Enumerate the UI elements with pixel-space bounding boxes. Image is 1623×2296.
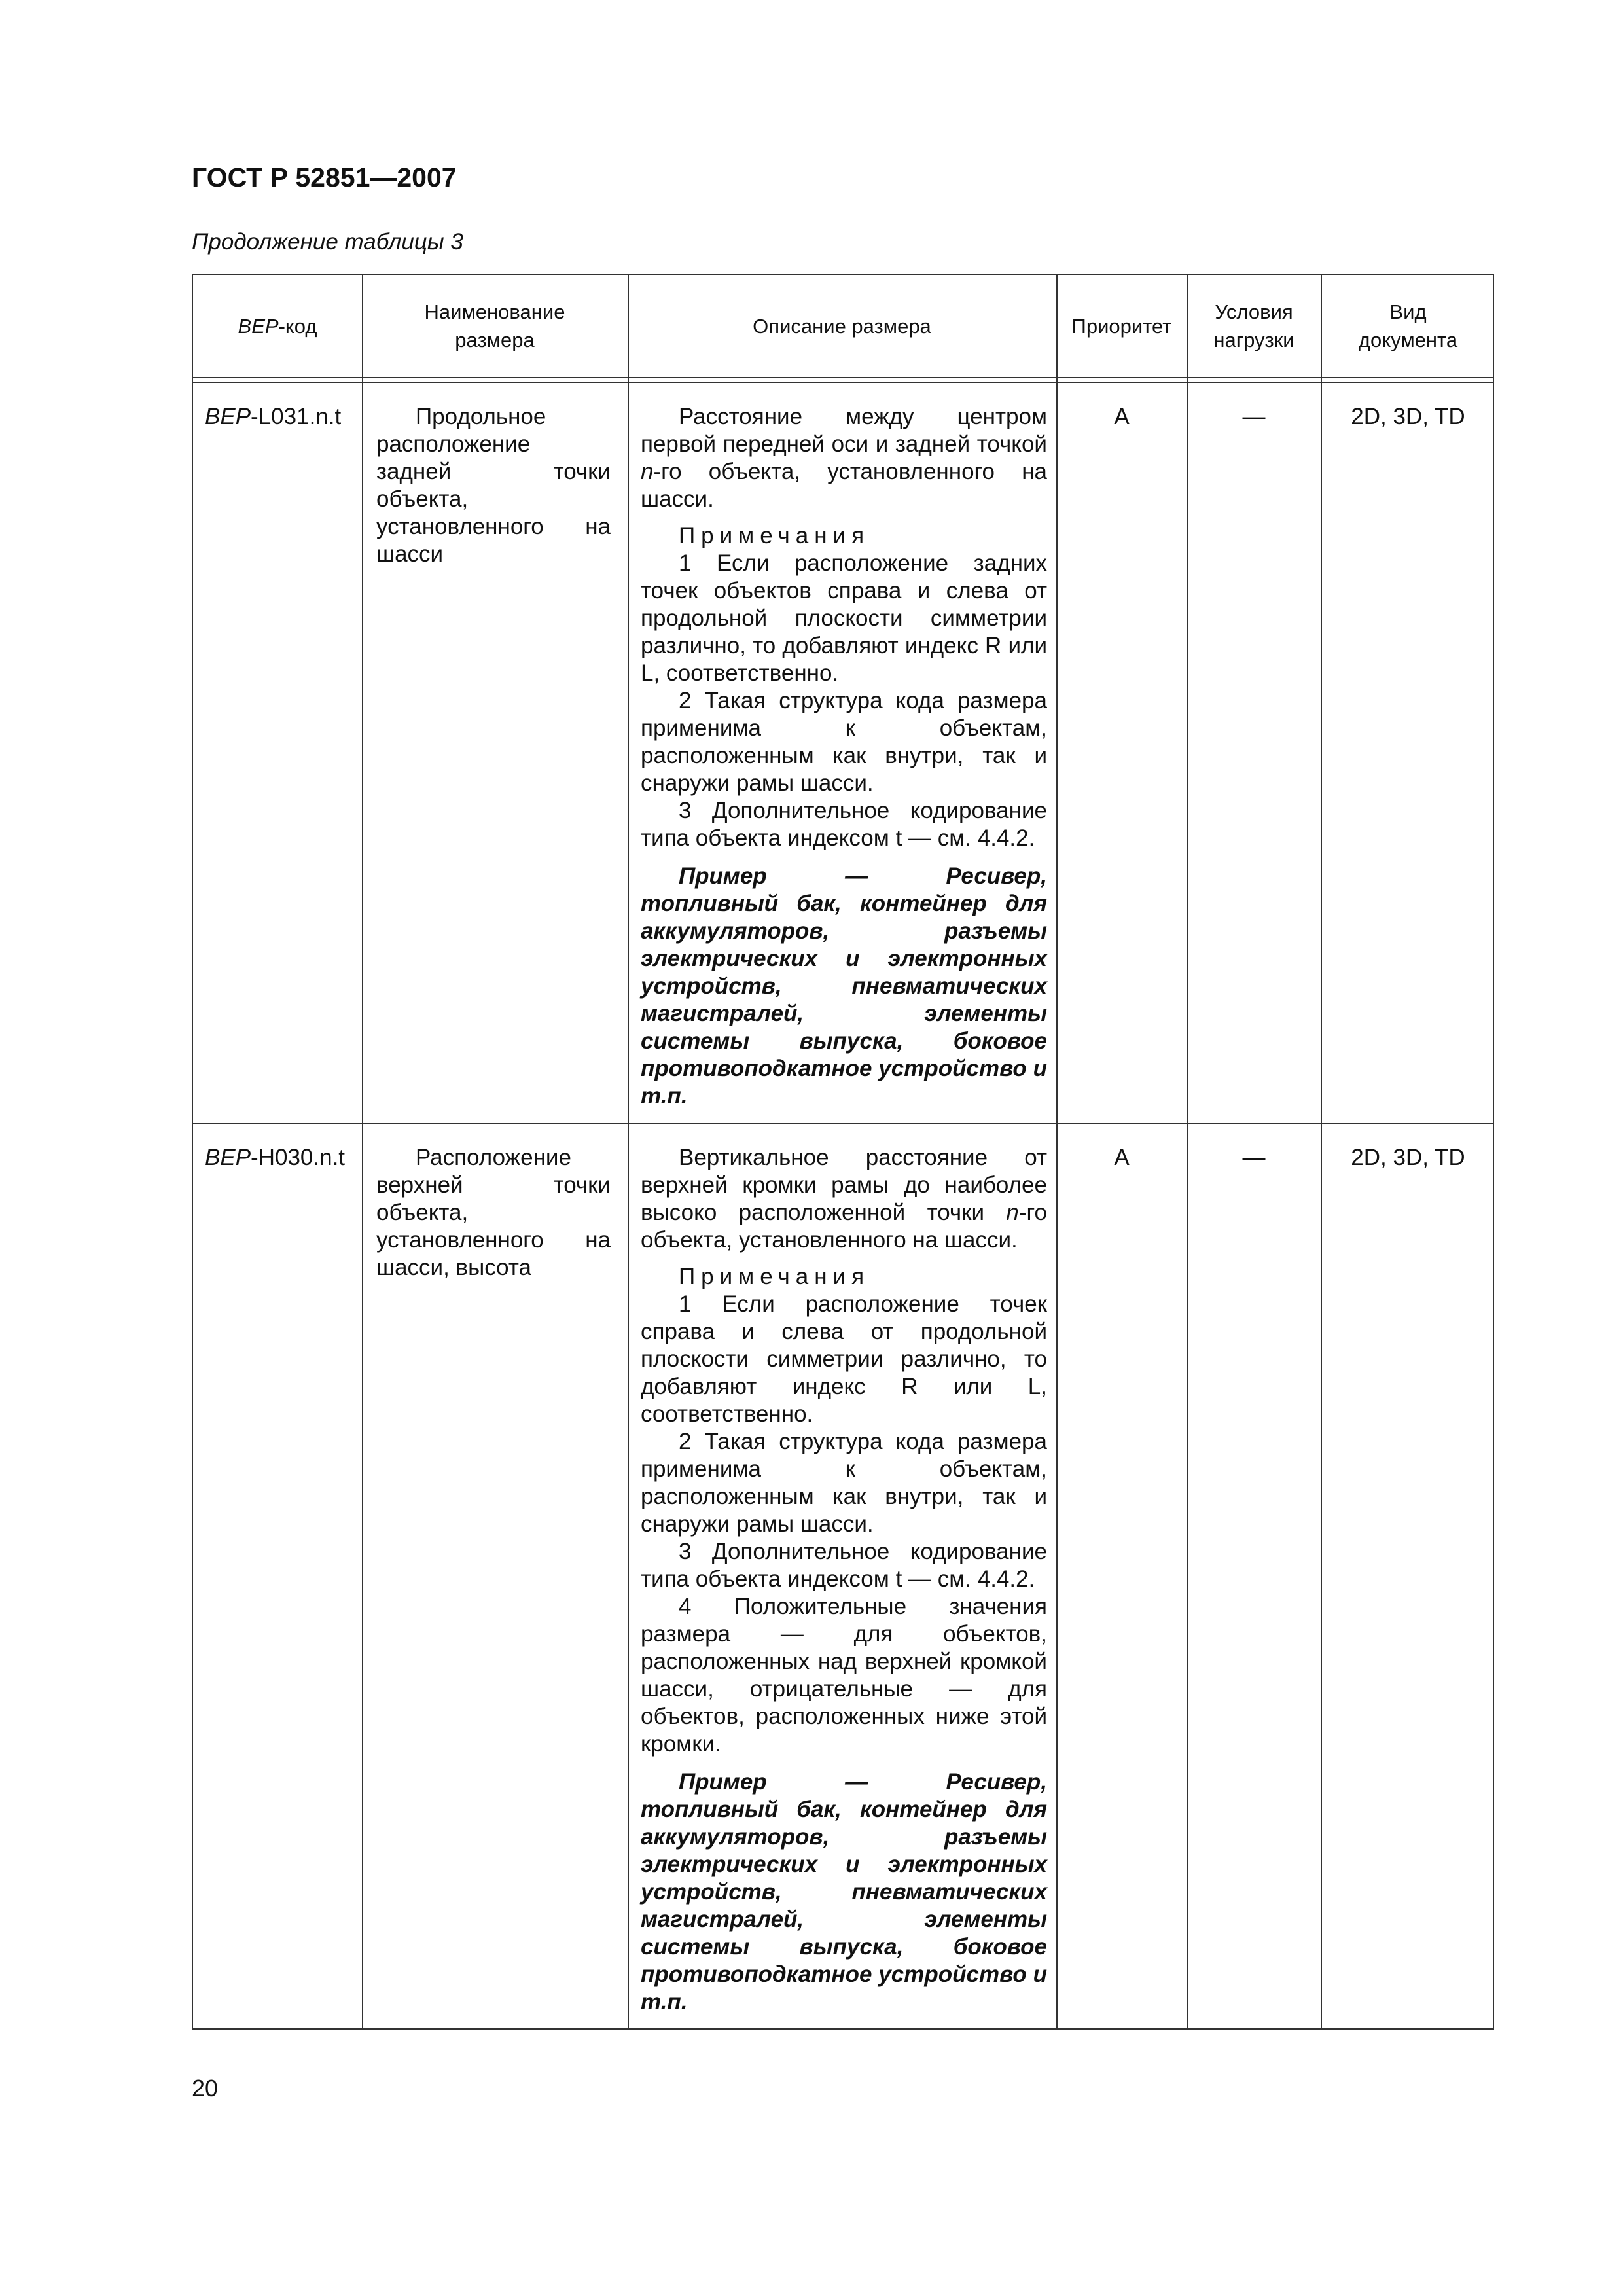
table-row-load: — xyxy=(1242,1145,1266,1170)
code-suffix: -L031.n.t xyxy=(251,404,342,429)
table-row-code xyxy=(205,403,362,431)
example-text: Пример — Ресивер, топливный бак, контейнер для аккумуляторов, разъемы электрических и электронных устройств, пневматических магистралей, элементы системы выпуска, боковое противоподкатное устройство и т.п. xyxy=(641,863,1047,1109)
note-item: 3 Дополнительное кодирование типа объекта индексом t — см. 4.4.2. xyxy=(641,798,1047,851)
column-header-doc-type xyxy=(1321,275,1495,377)
note-item: 4 Положительные значения размера — для объектов, расположенных над верхней кромкой шасси, отрицательные — для объектов, расположенных ниже этой кромки. xyxy=(641,1594,1047,1757)
table-row-description xyxy=(641,403,1047,1110)
table-row-name xyxy=(362,403,617,568)
doc-header-line1: Вид xyxy=(1389,300,1427,323)
code-header-suffix: -код xyxy=(278,314,317,338)
table-row-priority: А xyxy=(1114,1145,1130,1170)
note-item: 2 Такая структура кода размера применима к объектам, расположенным как внутри, так и снаружи рамы шасси. xyxy=(641,1429,1047,1537)
name-header-line2: размера xyxy=(455,329,535,351)
table-row-name xyxy=(362,1144,617,1282)
column-header-code xyxy=(193,275,362,377)
column-header-name xyxy=(362,275,628,377)
note-item: 1 Если расположение точек справа и слева от продольной плоскости симметрии различно, то добавляют индекс R или L, соответственно. xyxy=(641,1291,1047,1427)
header-rule xyxy=(193,382,1493,383)
column-header-priority xyxy=(1056,275,1187,377)
table-row-doc-type: 2D, 3D, TD xyxy=(1351,404,1465,429)
priority-header-label: Приоритет xyxy=(1071,314,1172,338)
description-header-label: Описание размера xyxy=(753,314,931,338)
column-header-description xyxy=(628,275,1056,377)
row-name-text: Расположение верхней точки объекта, установленного на шасси, высота xyxy=(376,1145,611,1280)
code-prefix: ВЕР xyxy=(205,1145,251,1170)
notes-heading: Примечания xyxy=(679,523,870,548)
load-header-line2: нагрузки xyxy=(1213,329,1294,351)
table-row-priority: А xyxy=(1114,404,1130,429)
description-part: -го объекта, установленного на шасси. xyxy=(641,459,1047,512)
description-part: Расстояние между центром первой передней оси и задней точкой xyxy=(641,404,1047,457)
code-header-prefix: ВЕР xyxy=(238,314,279,338)
table-caption: Продолжение таблицы 3 xyxy=(192,229,463,255)
header-rule xyxy=(193,377,1493,378)
note-item: 1 Если расположение задних точек объектов справа и слева от продольной плоскости симметрии различно, то добавляют индекс R или L, соответственно. xyxy=(641,550,1047,686)
table-row-doc-type: 2D, 3D, TD xyxy=(1351,1145,1465,1170)
load-header-line1: Условия xyxy=(1215,300,1293,323)
page-number: 20 xyxy=(192,2075,219,2102)
name-header-line1: Наименование xyxy=(424,300,565,323)
row-divider xyxy=(193,1123,1493,1124)
description-variable: n xyxy=(641,459,654,484)
description-part: -го объекта, установленного на шасси. xyxy=(641,1200,1047,1253)
notes-heading: Примечания xyxy=(679,1264,870,1289)
note-item: 2 Такая структура кода размера применима к объектам, расположенным как внутри, так и снаружи рамы шасси. xyxy=(641,688,1047,796)
document-title: ГОСТ Р 52851—2007 xyxy=(192,162,457,192)
description-part: Вертикальное расстояние от верхней кромки рамы до наиболее высоко расположенной точки xyxy=(641,1145,1047,1225)
doc-header-line2: документа xyxy=(1358,329,1458,351)
description-variable: n xyxy=(1006,1200,1019,1225)
table-row-code xyxy=(205,1144,362,1172)
table-row-load: — xyxy=(1242,404,1266,429)
description-text xyxy=(641,1144,1047,1254)
example-text: Пример — Ресивер, топливный бак, контейнер для аккумуляторов, разъемы электрических и электронных устройств, пневматических магистралей, элементы системы выпуска, боковое противоподкатное устройство и т.п. xyxy=(641,1769,1047,2015)
code-suffix: -H030.n.t xyxy=(251,1145,346,1170)
row-name-text: Продольное расположение задней точки объекта, установленного на шасси xyxy=(376,404,611,567)
table-row-description xyxy=(641,1144,1047,2016)
dimension-table xyxy=(192,274,1494,2030)
note-item: 3 Дополнительное кодирование типа объекта индексом t — см. 4.4.2. xyxy=(641,1539,1047,1592)
description-text xyxy=(641,403,1047,513)
column-header-load xyxy=(1187,275,1321,377)
code-prefix: ВЕР xyxy=(205,404,251,429)
column-divider xyxy=(628,275,629,2028)
